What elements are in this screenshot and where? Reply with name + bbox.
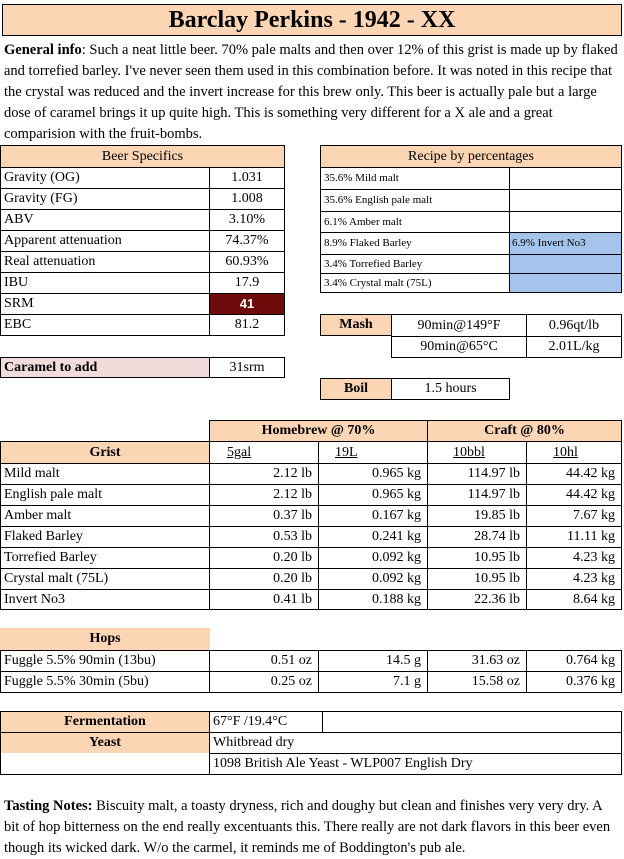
fg-label: Gravity (FG)	[4, 191, 78, 206]
grist-row-name: Amber malt	[4, 508, 72, 523]
abv-value: 3.10%	[228, 212, 266, 227]
srm-value: 41	[210, 294, 284, 314]
recipe-row: 35.6% English pale malt	[324, 194, 433, 206]
recipe-row: 35.6% Mild malt	[324, 172, 399, 184]
page-title: Barclay Perkins - 1942 - XX	[2, 4, 622, 36]
grist-row-name: Mild malt	[4, 466, 60, 481]
tasting-notes-label: Tasting Notes:	[4, 798, 93, 814]
apparent-attenuation-value: 74.37%	[225, 233, 269, 248]
grist-cell: 10.95 lb	[474, 550, 520, 565]
invert-fill-cell	[510, 255, 621, 273]
grist-cell: 114.97 lb	[467, 487, 520, 502]
grist-cell: 114.97 lb	[467, 466, 520, 481]
grist-row-name: Crystal malt (75L)	[4, 571, 109, 586]
hops-label-box	[0, 628, 210, 650]
general-info-text: : Such a neat little beer. 70% pale malts and then over 12% of this grist is made up by flaked and torrefied barley. I've never seen them used in this combination before. It was noted in this recipe that the crystal was reduced and the invert increase for this brew only. This beer is actually pale but a large dose of caramel brings it up quite high. This is something very different for a X ale and a great comparision with the fruit-bombs.	[4, 42, 618, 142]
grist-table	[0, 441, 622, 610]
hop-row-name: Fuggle 5.5% 90min (13bu)	[4, 653, 156, 668]
hop-cell: 0.25 oz	[270, 674, 312, 689]
general-info	[4, 40, 618, 145]
caramel-value-box	[209, 357, 285, 378]
unit-10hl: 10hl	[553, 445, 578, 460]
grist-cell: 0.167 kg	[372, 508, 421, 523]
yeast-label: Yeast	[1, 733, 209, 753]
grist-label: Grist	[1, 442, 209, 463]
grist-cell: 0.37 lb	[273, 508, 312, 523]
hops-label: Hops	[89, 631, 121, 646]
grist-cell: 28.74 lb	[474, 529, 520, 544]
grist-row-name: Torrefied Barley	[4, 550, 97, 565]
boil-value-box	[391, 378, 510, 400]
abv-label: ABV	[4, 212, 34, 227]
hop-cell: 31.63 oz	[471, 653, 520, 668]
caramel-label-box	[0, 357, 210, 378]
tasting-notes-text: Biscuity malt, a toasty dryness, rich and doughy but clean and finishes very very dry. A bit of hop bitterness on the end really excentuants this. There really are not dark flavors in this beer even though its wicked dark. W/o the carmel, it reminds me of Boddington's pub ale.	[4, 798, 611, 856]
recipe-row: 6.1% Amber malt	[324, 216, 402, 228]
hop-cell: 0.376 kg	[566, 674, 615, 689]
invert-cell: 6.9% Invert No3	[510, 233, 621, 254]
grist-cell: 0.188 kg	[372, 592, 421, 607]
ibu-label: IBU	[4, 275, 29, 290]
hop-cell: 0.51 oz	[270, 653, 312, 668]
hop-cell: 7.1 g	[393, 674, 421, 689]
grist-cell: 4.23 kg	[573, 571, 615, 586]
yeast-line-2: 1098 British Ale Yeast - WLP007 English Dry	[213, 756, 473, 771]
beer-specifics-header: Beer Specifics	[1, 146, 284, 167]
boil-label-box	[320, 378, 392, 400]
recipe-row: 3.4% Torrefied Barley	[324, 258, 423, 270]
mash-c-time: 90min@65°C	[420, 339, 498, 354]
beer-specifics-table	[0, 145, 285, 336]
homebrew-header-box	[209, 420, 428, 442]
yeast-line-1: Whitbread dry	[213, 735, 295, 750]
grist-cell: 44.42 kg	[566, 487, 615, 502]
general-info-label: General info	[4, 42, 82, 58]
real-attenuation-label: Real attenuation	[4, 254, 96, 269]
grist-row-name: Flaked Barley	[4, 529, 83, 544]
hops-table	[0, 650, 622, 693]
fg-value: 1.008	[231, 191, 263, 206]
grist-cell: 2.12 lb	[273, 466, 312, 481]
hop-row-name: Fuggle 5.5% 30min (5bu)	[4, 674, 149, 689]
tasting-notes	[4, 796, 618, 859]
grist-cell: 2.12 lb	[273, 487, 312, 502]
grist-cell: 0.41 lb	[273, 592, 312, 607]
grist-cell: 44.42 kg	[566, 466, 615, 481]
grist-cell: 0.965 kg	[372, 466, 421, 481]
mash-c-ratio: 2.01L/kg	[548, 339, 600, 354]
caramel-value: 31srm	[229, 360, 265, 375]
grist-cell: 19.85 lb	[474, 508, 520, 523]
apparent-attenuation-label: Apparent attenuation	[4, 233, 122, 248]
grist-cell: 22.36 lb	[474, 592, 520, 607]
boil-label: Boil	[343, 381, 369, 396]
recipe-percentages-table	[320, 145, 622, 293]
grist-cell: 8.64 kg	[573, 592, 615, 607]
fermentation-table	[0, 711, 622, 775]
invert-fill-cell	[510, 274, 621, 292]
hop-cell: 14.5 g	[386, 653, 421, 668]
recipe-percentages-header: Recipe by percentages	[321, 146, 621, 167]
hop-cell: 0.764 kg	[566, 653, 615, 668]
ebc-label: EBC	[4, 317, 32, 332]
mash-label: Mash	[339, 317, 373, 332]
grist-cell: 0.20 lb	[273, 550, 312, 565]
og-value: 1.031	[231, 170, 263, 185]
grist-cell: 4.23 kg	[573, 550, 615, 565]
mash-label-box	[320, 314, 392, 336]
craft-header: Craft @ 80%	[484, 423, 565, 438]
unit-19l: 19L	[335, 445, 358, 460]
grist-cell: 11.11 kg	[567, 529, 615, 544]
fermentation-value: 67°F /19.4°C	[213, 714, 288, 729]
grist-cell: 0.241 kg	[372, 529, 421, 544]
mash-table	[391, 314, 622, 358]
unit-5gal: 5gal	[227, 445, 252, 460]
grist-cell: 0.53 lb	[273, 529, 312, 544]
homebrew-header: Homebrew @ 70%	[261, 423, 376, 438]
grist-row-name: Invert No3	[4, 592, 66, 607]
grist-cell: 10.95 lb	[474, 571, 520, 586]
caramel-label: Caramel to add	[4, 360, 98, 375]
srm-label: SRM	[4, 296, 34, 311]
grist-cell: 0.965 kg	[372, 487, 421, 502]
boil-value: 1.5 hours	[424, 381, 477, 396]
grist-cell: 0.20 lb	[273, 571, 312, 586]
grist-cell: 0.092 kg	[372, 571, 421, 586]
unit-10bbl: 10bbl	[453, 445, 485, 460]
mash-f-ratio: 0.96qt/lb	[548, 318, 600, 333]
real-attenuation-value: 60.93%	[225, 254, 269, 269]
craft-header-box	[427, 420, 622, 442]
grist-row-name: English pale malt	[4, 487, 102, 502]
ebc-value: 81.2	[234, 317, 260, 332]
fermentation-label: Fermentation	[1, 712, 209, 732]
grist-cell: 0.092 kg	[372, 550, 421, 565]
recipe-row: 3.4% Crystal malt (75L)	[324, 277, 432, 289]
mash-f-time: 90min@149°F	[417, 318, 501, 333]
og-label: Gravity (OG)	[4, 170, 80, 185]
hop-cell: 15.58 oz	[471, 674, 520, 689]
ibu-value: 17.9	[234, 275, 260, 290]
grist-cell: 7.67 kg	[573, 508, 615, 523]
recipe-row: 8.9% Flaked Barley	[324, 237, 412, 249]
